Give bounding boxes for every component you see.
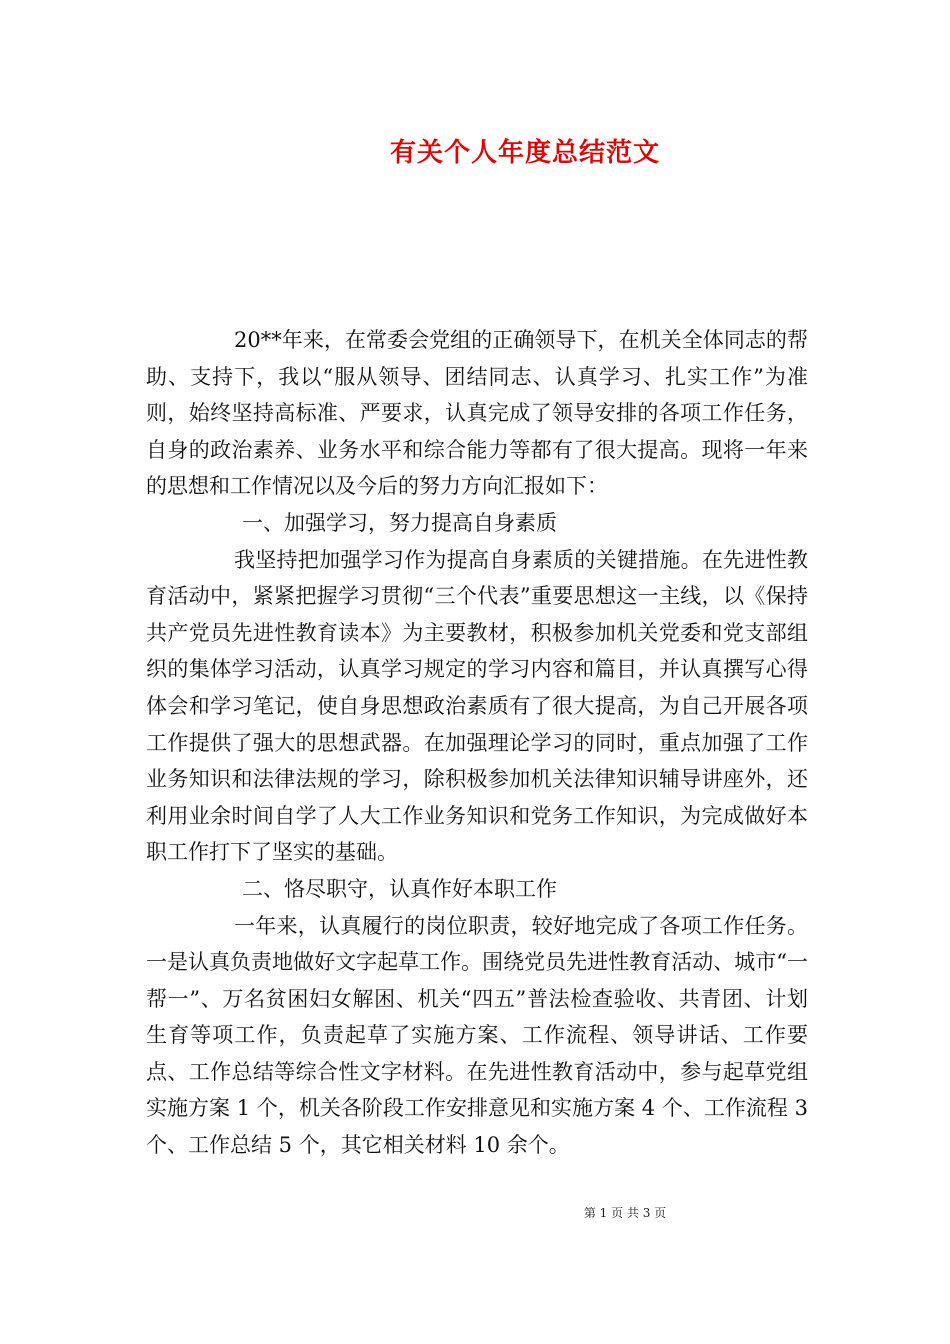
document-body — [146, 322, 808, 1164]
section-heading-2: 二、恪尽职守，认真作好本职工作 — [242, 876, 557, 901]
document-title: 有关个人年度总结范文 — [389, 138, 660, 168]
duty-paragraph: 一年来，认真履行的岗位职责，较好地完成了各项工作任务。一是认真负责地做好文字起草工作。围绕党员先进性教育活动、城市“一帮一”、万名贫困妇女解困、机关“四五”普法检查验收、共青团、计划生育等项工作，负责起草了实施方案、工作流程、领导讲话、工作要点、工作总结等综合性文字材料。在先进性教育活动中，参与起草党组实施方案 1 个，机关各阶段工作安排意见和实施方案 4 个、工作流程 3 个、工作总结 5 个，其它相关材料 10 余个。 — [146, 913, 808, 1158]
section-heading-1: 一、加强学习，努力提高自身素质 — [242, 510, 557, 535]
study-paragraph: 我坚持把加强学习作为提高自身素质的关键措施。在先进性教育活动中，紧紧把握学习贯彻“三个代表”重要思想这一主线，以《保持共产党员先进性教育读本》为主要教材，积极参加机关党委和党支部组织的集体学习活动，认真学习规定的学习内容和篇目，并认真撰写心得体会和学习笔记，使自身思想政治素质有了很大提高，为自己开展各项工作提供了强大的思想武器。在加强理论学习的同时，重点加强了工作业务知识和法律法规的学习，除积极参加机关法律知识辅导讲座外，还利用业余时间自学了人大工作业务知识和党务工作知识，为完成做好本职工作打下了坚实的基础。 — [146, 547, 808, 865]
page-number-footer: 第 1 页 共 3 页 — [583, 1206, 667, 1220]
intro-paragraph: 20**年来，在常委会党组的正确领导下，在机关全体同志的帮助、支持下，我以“服从领导、团结同志、认真学习、扎实工作”为准则，始终坚持高标准、严要求，认真完成了领导安排的各项工作任务，自身的政治素养、业务水平和综合能力等都有了很大提高。现将一年来的思想和工作情况以及今后的努力方向汇报如下： — [146, 328, 808, 499]
